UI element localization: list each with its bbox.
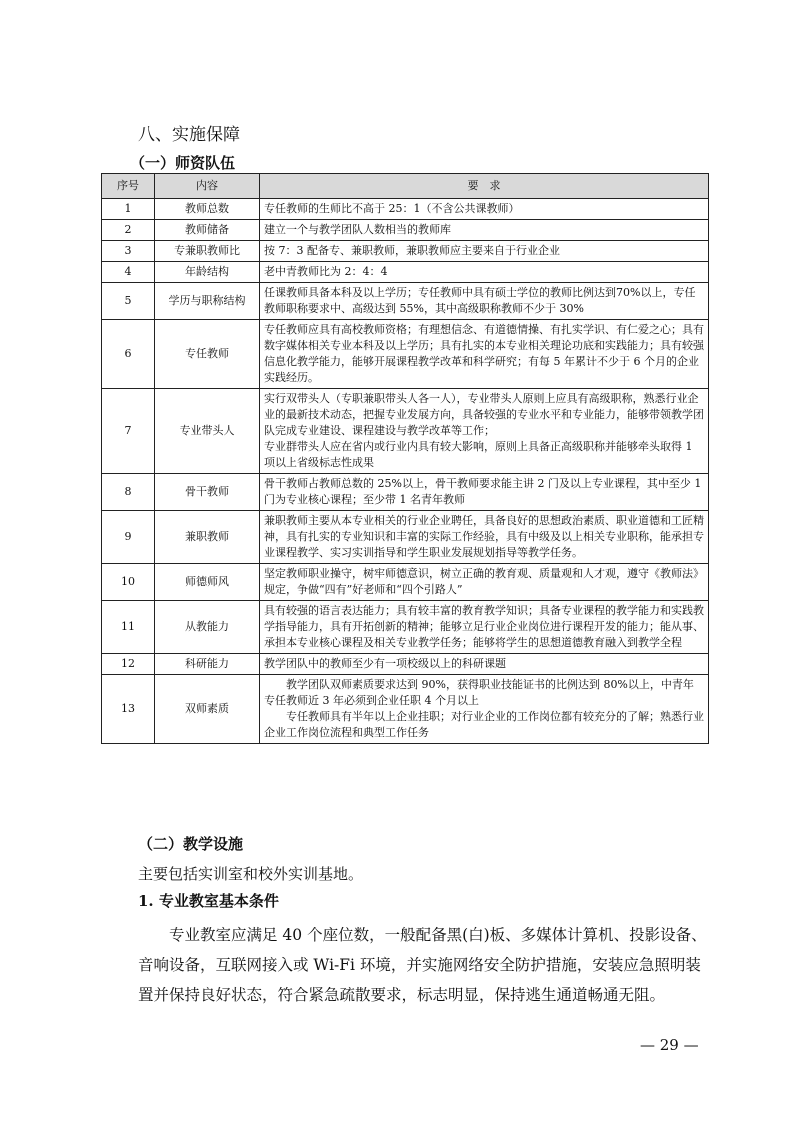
row-requirement	[260, 654, 709, 675]
row-requirement	[260, 389, 709, 474]
table-row	[102, 654, 709, 675]
row-requirement	[260, 564, 709, 601]
staff-requirements-table	[101, 173, 709, 744]
header-item: 内容	[155, 174, 260, 199]
row-requirement	[260, 283, 709, 320]
requirement-text: 教学团队双师素质要求达到 90%，获得职业技能证书的比例达到 80%以上，中青年专任教师近 3 年必须到企业任职 4 个月以上	[264, 678, 694, 707]
requirement-text: 专任教师具有半年以上企业挂职；对行业企业的工作岗位都有较充分的了解；熟悉行业企业工作岗位流程和典型工作任务	[264, 710, 704, 739]
requirement-text: 建立一个与教学团队人数相当的教师库	[264, 223, 451, 236]
table-row	[102, 283, 709, 320]
row-number: 11	[102, 601, 155, 654]
section-title: 八、实施保障	[138, 125, 240, 145]
row-item: 学历与职称结构	[155, 283, 260, 320]
row-requirement	[260, 511, 709, 564]
row-requirement	[260, 241, 709, 262]
row-item: 教师总数	[155, 199, 260, 220]
table-header-row	[102, 174, 709, 199]
requirement-text: 教学团队中的教师至少有一项校级以上的科研课题	[264, 657, 506, 670]
requirement-text: 任课教师具备本科及以上学历；专任教师中具有硕士学位的教师比例达到70%以上，专任教师职称要求中、高级达到 55%，其中高级职称教师不少于 30%	[264, 286, 696, 315]
subsection-title-staff: （一）师资队伍	[130, 154, 236, 172]
row-number: 3	[102, 241, 155, 262]
row-number: 5	[102, 283, 155, 320]
row-number: 9	[102, 511, 155, 564]
row-number: 8	[102, 474, 155, 511]
row-number: 6	[102, 320, 155, 389]
header-requirement: 要 求	[260, 174, 709, 199]
header-no: 序号	[102, 174, 155, 199]
row-number: 2	[102, 220, 155, 241]
table-row	[102, 601, 709, 654]
table-row	[102, 389, 709, 474]
row-item: 专业带头人	[155, 389, 260, 474]
requirement-text: 实行双带头人（专职兼职带头人各一人），专业带头人原则上应具有高级职称，熟悉行业企业的最新技术动态，把握专业发展方向，具备较强的专业水平和专业能力，能够带领教学团队完成专业建设、课程建设与教学改革等工作；	[264, 392, 704, 437]
row-number: 10	[102, 564, 155, 601]
row-number: 1	[102, 199, 155, 220]
row-item: 科研能力	[155, 654, 260, 675]
row-number: 13	[102, 675, 155, 744]
requirement-text: 老中青教师比为 2：4：4	[264, 265, 388, 278]
table-row	[102, 511, 709, 564]
facilities-intro: 主要包括实训室和校外实训基地。	[138, 865, 364, 883]
table-row	[102, 564, 709, 601]
table-row	[102, 474, 709, 511]
row-number: 7	[102, 389, 155, 474]
row-number: 12	[102, 654, 155, 675]
page-number: — 29 —	[640, 1036, 699, 1054]
row-requirement	[260, 262, 709, 283]
row-number: 4	[102, 262, 155, 283]
table-row	[102, 199, 709, 220]
table-row	[102, 320, 709, 389]
requirement-text: 骨干教师占教师总数的 25%以上，骨干教师要求能主讲 2 门及以上专业课程，其中至少 1 门为专业核心课程；至少带 1 名青年教师	[264, 477, 702, 506]
row-item: 专兼职教师比	[155, 241, 260, 262]
row-requirement	[260, 320, 709, 389]
requirement-text: 专业群带头人应在省内或行业内具有较大影响，原则上具备正高级职称并能够牵头取得 1 项以上省级标志性成果	[264, 440, 693, 469]
table-row	[102, 220, 709, 241]
row-requirement	[260, 601, 709, 654]
row-item: 从教能力	[155, 601, 260, 654]
row-item: 师德师风	[155, 564, 260, 601]
requirement-text: 专任教师的生师比不高于 25：1（不含公共课教师）	[264, 202, 520, 215]
table-row	[102, 262, 709, 283]
row-item: 双师素质	[155, 675, 260, 744]
table-row	[102, 241, 709, 262]
classroom-body-text: 专业教室应满足 40 个座位数，一般配备黑(白)板、多媒体计算机、投影设备、音响设备，互联网接入或 Wi-Fi 环境，并实施网络安全防护措施，安装应急照明装置并保持良好状态，符合紧急疏散要求，标志明显，保持逃生通道畅通无阻。	[138, 926, 707, 1004]
requirement-text: 兼职教师主要从本专业相关的行业企业聘任，具备良好的思想政治素质、职业道德和工匠精神，具有扎实的专业知识和丰富的实际工作经验，具有中级及以上相关专业职称，能承担专业课程教学、实习实训指导和学生职业发展规划指导等教学任务。	[264, 514, 704, 559]
requirement-text: 专任教师应具有高校教师资格；有理想信念、有道德情操、有扎实学识、有仁爱之心；具有数字媒体相关专业本科及以上学历；具有扎实的本专业相关理论功底和实践能力；具有较强信息化教学能力，能够开展课程教学改革和科学研究；有每 5 年累计不少于 6 个月的企业实践经历。	[264, 323, 704, 384]
row-requirement	[260, 199, 709, 220]
table-row	[102, 675, 709, 744]
requirement-text: 具有较强的语言表达能力；具有较丰富的教育教学知识；具备专业课程的教学能力和实践教学指导能力，具有开拓创新的精神；能够立足行业企业岗位进行课程开发的能力；能从事、承担本专业核心课程及相关专业教学任务；能够将学生的思想道德教育融入到教学全程	[264, 604, 704, 649]
row-item: 年龄结构	[155, 262, 260, 283]
requirement-text: 坚定教师职业操守，树牢师德意识，树立正确的教育观、质量观和人才观，遵守《教师法》规定，争做“四有”好老师和“四个引路人”	[264, 567, 704, 596]
classroom-heading: 1. 专业教室基本条件	[138, 892, 279, 910]
row-item: 教师储备	[155, 220, 260, 241]
subsection-title-facilities: （二）教学设施	[138, 835, 244, 853]
row-item: 专任教师	[155, 320, 260, 389]
row-item: 骨干教师	[155, 474, 260, 511]
row-requirement	[260, 474, 709, 511]
requirement-text: 按 7：3 配备专、兼职教师，兼职教师应主要来自于行业企业	[264, 244, 560, 257]
row-item: 兼职教师	[155, 511, 260, 564]
row-requirement	[260, 220, 709, 241]
row-requirement	[260, 675, 709, 744]
